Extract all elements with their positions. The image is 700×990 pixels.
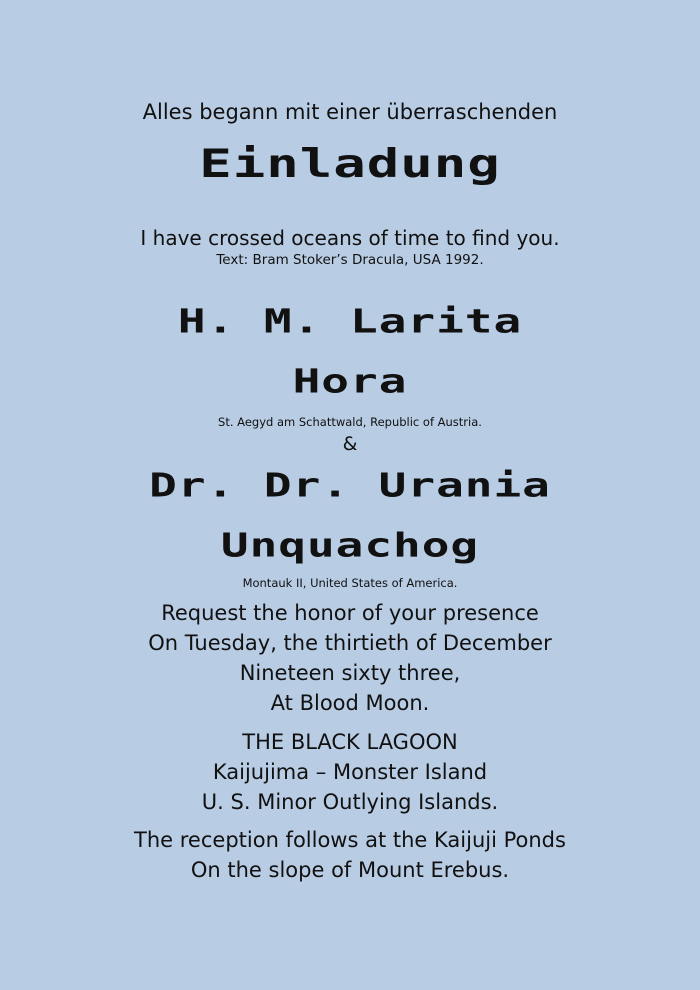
host1-surname: Hora (292, 361, 408, 401)
host2-origin: Montauk II, United States of America. (242, 576, 458, 590)
request-line-4: At Blood Moon. (270, 691, 430, 715)
quote-source: Text: Bram Stoker’s Dracula, USA 1992. (216, 252, 484, 268)
reception-line-1: The reception follows at the Kaijuji Ponds (134, 828, 566, 852)
venue-line-2: Kaijujima – Monster Island (212, 760, 488, 784)
host1-origin: St. Aegyd am Schattwald, Republic of Austria. (218, 415, 482, 429)
host2-surname: Unquachog (220, 525, 480, 565)
request-line-3: Nineteen sixty three, (239, 661, 461, 685)
reception-line-2: On the slope of Mount Erebus. (190, 858, 510, 882)
venue-line-1: THE BLACK LAGOON (242, 730, 458, 754)
intro-line: Alles begann mit einer überraschenden (142, 100, 558, 124)
quote-line: I have crossed oceans of time to find you. (140, 226, 560, 250)
request-line-1: Request the honor of your presence (161, 601, 539, 625)
host2-name: Dr. Dr. Urania (149, 465, 551, 505)
invitation-title: Einladung (199, 140, 501, 187)
request-line-2: On Tuesday, the thirtieth of December (148, 631, 552, 655)
host1-name: H. M. Larita (177, 301, 523, 341)
ampersand: & (342, 433, 358, 455)
venue-line-3: U. S. Minor Outlying Islands. (201, 790, 499, 814)
